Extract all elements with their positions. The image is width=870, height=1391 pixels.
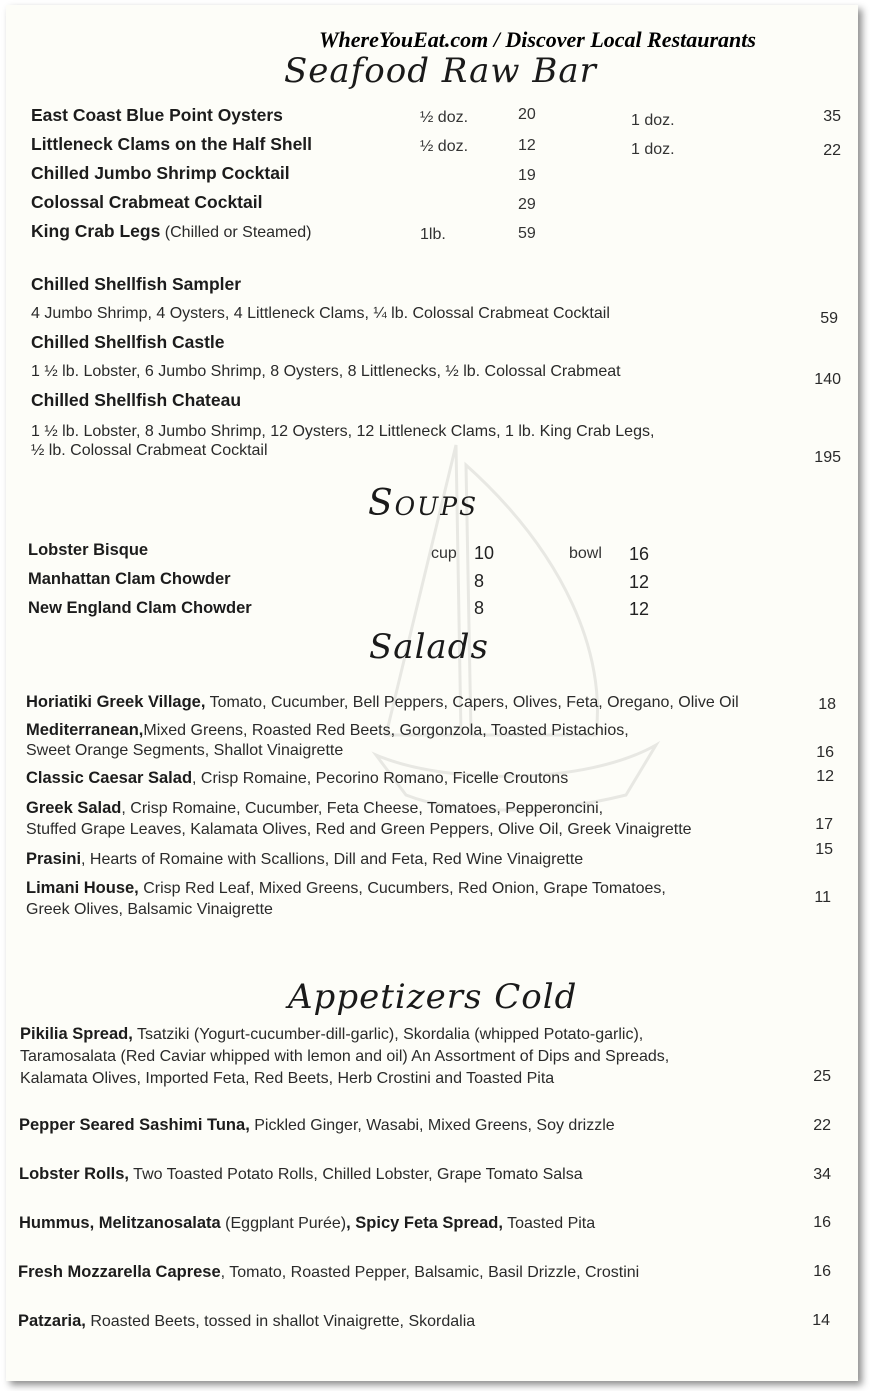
appetizer-item [18,1263,639,1282]
raw-bar-item-price: 22 [823,142,841,159]
appetizer-desc: Toasted Pita [502,1215,596,1232]
salad-desc: Crisp Red Leaf, Mixed Greens, Cucumbers, Red Onion, Grape Tomatoes, [138,880,666,897]
appetizer-desc: , Tomato, Roasted Pepper, Balsamic, Basil Drizzle, Crostini [220,1264,640,1281]
raw-bar-item-size: 1lb. [420,226,446,243]
appetizer-price: 16 [813,1214,831,1231]
soup-name: Manhattan Clam Chowder [28,570,231,588]
salad-desc: , Hearts of Romaine with Scallions, Dill and Feta, Red Wine Vinaigrette [81,851,584,868]
salad-item [26,769,568,788]
appetizer-name: Fresh Mozzarella Caprese [18,1263,221,1281]
appetizer-price: 34 [813,1166,831,1183]
appetizer-desc: Two Toasted Potato Rolls, Chilled Lobster, Grape Tomato Salsa [129,1166,583,1183]
raw-bar-item-name: Littleneck Clams on the Half Shell [31,134,313,154]
soup-cup-price: 8 [474,571,485,591]
raw-bar-item-size: ½ doz. [420,109,469,126]
appetizer-price: 22 [813,1117,831,1134]
soup-cup-price: 10 [474,543,495,563]
salad-desc: Greek Olives, Balsamic Vinaigrette [26,901,273,918]
platter-price: 59 [820,310,838,327]
appetizer-item [19,1165,583,1184]
soup-bowl-price: 16 [629,544,650,564]
raw-bar-item-price: 29 [518,196,536,213]
soup-cup-price: 8 [474,598,485,618]
raw-bar-item-note: (Chilled or Steamed) [164,224,312,241]
soup-bowl-price: 12 [629,572,650,592]
salad-item [26,879,666,898]
raw-bar-item-size: 1 doz. [631,112,675,129]
soup-name: New England Clam Chowder [28,599,252,617]
salad-price: 12 [816,768,834,785]
appetizer-desc: (Eggplant Purée) [220,1215,347,1232]
menu-page [6,5,858,1381]
salad-desc: Mixed Greens, Roasted Red Beets, Gorgonzola, Toasted Pistachios, [143,722,629,739]
salad-price: 16 [816,744,834,761]
cup-label: cup [431,545,457,562]
platter-desc: ½ lb. Colossal Crabmeat Cocktail [31,442,268,459]
appetizer-item [19,1116,615,1135]
platter-desc: 1 ½ lb. Lobster, 8 Jumbo Shrimp, 12 Oysters, 12 Littleneck Clams, 1 lb. King Crab Legs, [31,423,655,440]
appetizer-item [18,1312,475,1331]
appetizer-name: Pikilia Spread, [20,1025,133,1043]
platter-desc: 1 ½ lb. Lobster, 6 Jumbo Shrimp, 8 Oysters, 8 Littlenecks, ½ lb. Colossal Crabmeat [31,363,621,380]
appetizer-price: 16 [813,1263,831,1280]
salad-price: 18 [818,696,836,713]
salad-name: Classic Caesar Salad [26,769,193,787]
appetizer-desc: Kalamata Olives, Imported Feta, Red Beets, Herb Crostini and Toasted Pita [20,1070,555,1087]
appetizer-desc: Taramosalata (Red Caviar whipped with lemon and oil) An Assortment of Dips and Spreads, [20,1048,670,1065]
salad-name: Mediterranean, [26,721,144,739]
site-title: WhereYouEat.com / Discover Local Restaurants [319,27,756,52]
salad-desc: , Crisp Romaine, Cucumber, Feta Cheese, Tomatoes, Pepperoncini, [121,800,604,817]
raw-bar-item-price: 19 [518,167,536,184]
appetizer-price: 14 [812,1312,830,1329]
salad-desc: Sweet Orange Segments, Shallot Vinaigrette [26,742,344,759]
appetizer-item [20,1025,643,1044]
raw-bar-item-price: 59 [518,225,536,242]
appetizer-name: Patzaria, [18,1312,86,1330]
salad-name: Greek Salad [26,799,122,817]
raw-bar-item-name: Chilled Jumbo Shrimp Cocktail [31,163,290,183]
salad-item [26,850,583,869]
salad-price: 11 [814,889,831,906]
platter-name: Chilled Shellfish Sampler [31,274,242,294]
platter-name: Chilled Shellfish Castle [31,332,225,352]
raw-bar-heading: Seafood Raw Bar [284,51,597,91]
salad-item [26,693,739,712]
raw-bar-item-price: 12 [518,137,536,154]
appetizer-item [19,1214,595,1233]
salad-price: 15 [815,841,833,858]
soups-heading: Soups [368,483,479,524]
salads-heading: Salads [369,627,489,667]
raw-bar-item-size: 1 doz. [631,141,675,158]
raw-bar-item-name: King Crab Legs [31,221,161,241]
raw-bar-item-name: Colossal Crabmeat Cocktail [31,192,263,212]
raw-bar-item-price: 20 [518,106,536,123]
raw-bar-item-row [31,221,312,242]
soup-name: Lobster Bisque [28,541,149,559]
salad-name: Horiatiki Greek Village, [26,693,206,711]
appetizer-price: 25 [813,1068,831,1085]
salad-item [26,799,603,818]
salad-name: Limani House, [26,879,139,897]
soup-bowl-price: 12 [629,599,650,619]
raw-bar-item-size: ½ doz. [420,138,469,155]
appetizer-name: Lobster Rolls, [19,1165,130,1183]
salad-name: Prasini [26,850,82,868]
salad-desc: , Crisp Romaine, Pecorino Romano, Ficelle Croutons [192,770,569,787]
salad-price: 17 [815,816,833,833]
appetizer-desc: Roasted Beets, tossed in shallot Vinaigrette, Skordalia [85,1313,476,1330]
appetizer-name: Hummus, Melitzanosalata [19,1214,221,1232]
appetizer-desc: Pickled Ginger, Wasabi, Mixed Greens, Soy drizzle [249,1117,615,1134]
platter-desc: 4 Jumbo Shrimp, 4 Oysters, 4 Littleneck Clams, ¼ lb. Colossal Crabmeat Cocktail [31,305,610,322]
salad-item [26,721,629,740]
platter-name: Chilled Shellfish Chateau [31,390,242,410]
appetizers-heading: Appetizers Cold [288,977,578,1017]
salad-desc: Tomato, Cucumber, Bell Peppers, Capers, Olives, Feta, Oregano, Olive Oil [205,694,739,711]
raw-bar-item-price: 35 [823,108,841,125]
appetizer-name: Pepper Seared Sashimi Tuna, [19,1116,250,1134]
raw-bar-item-name: East Coast Blue Point Oysters [31,105,283,125]
platter-price: 140 [814,371,841,388]
bowl-label: bowl [569,545,602,562]
platter-price: 195 [814,449,841,466]
salad-desc: Stuffed Grape Leaves, Kalamata Olives, Red and Green Peppers, Olive Oil, Greek Vinaigrette [26,821,692,838]
appetizer-name: , Spicy Feta Spread, [346,1214,503,1232]
appetizer-desc: Tsatziki (Yogurt-cucumber-dill-garlic), Skordalia (whipped Potato-garlic), [132,1026,644,1043]
